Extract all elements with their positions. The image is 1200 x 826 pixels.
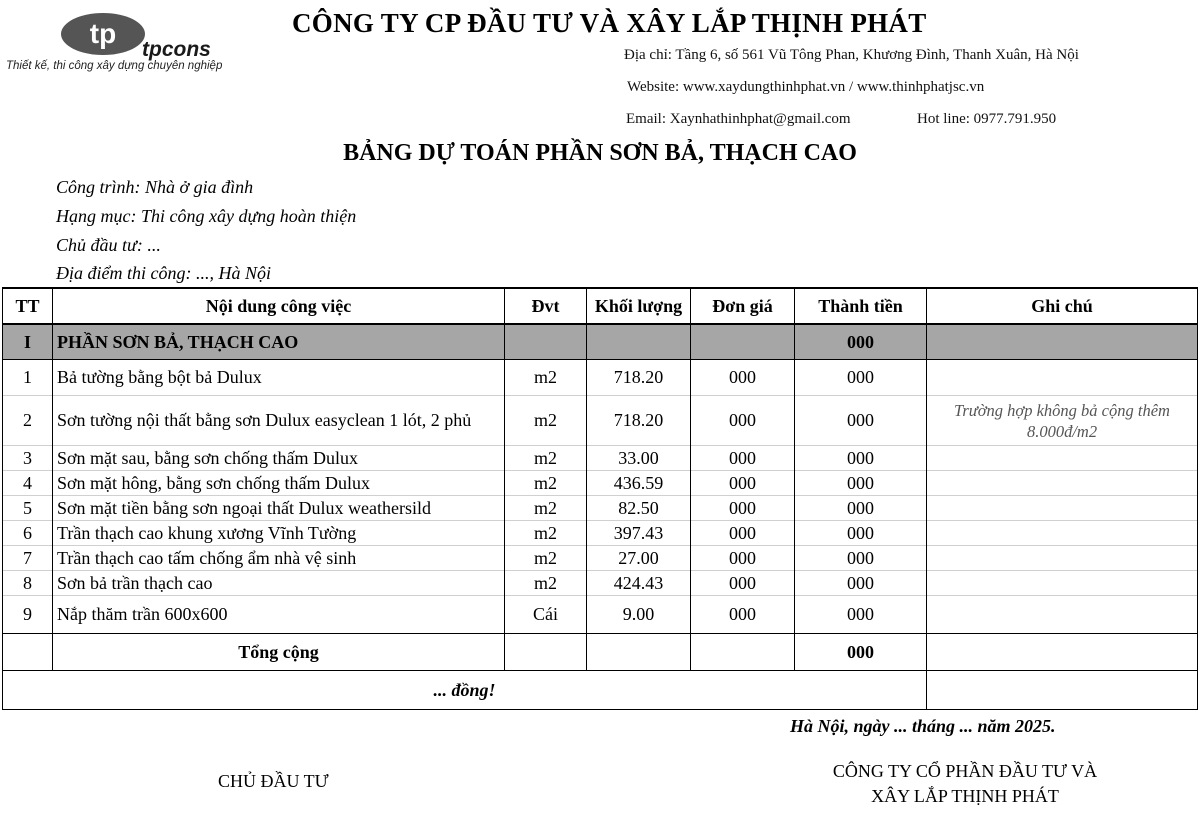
logo-mark-text: tp bbox=[89, 18, 117, 49]
company-email: Email: Xaynhathinhphat@gmail.com bbox=[626, 111, 851, 127]
row-price: 000 bbox=[691, 521, 795, 546]
total-note bbox=[927, 634, 1198, 671]
table-row bbox=[3, 596, 1198, 634]
row-note: Trường hợp không bả cộng thêm 8.000đ/m2 bbox=[927, 396, 1198, 446]
row-price: 000 bbox=[691, 396, 795, 446]
row-note bbox=[927, 571, 1198, 596]
total-row bbox=[3, 634, 1198, 671]
company-website: Website: www.xaydungthinhphat.vn / www.thinhphatjsc.vn bbox=[627, 79, 985, 95]
row-tt: 1 bbox=[3, 360, 53, 396]
header-amount: Thành tiền bbox=[795, 288, 927, 324]
section-qty bbox=[587, 324, 691, 360]
row-price: 000 bbox=[691, 546, 795, 571]
header-price: Đơn giá bbox=[691, 288, 795, 324]
row-qty: 9.00 bbox=[587, 596, 691, 634]
row-tt: 8 bbox=[3, 571, 53, 596]
row-price: 000 bbox=[691, 596, 795, 634]
company-signature-line1: CÔNG TY CỔ PHẦN ĐẦU TƯ VÀ bbox=[832, 761, 1098, 781]
total-unit bbox=[505, 634, 587, 671]
amount-in-words: ... đồng! bbox=[3, 671, 927, 710]
words-note bbox=[927, 671, 1198, 710]
row-unit: m2 bbox=[505, 571, 587, 596]
row-qty: 436.59 bbox=[587, 471, 691, 496]
row-tt: 5 bbox=[3, 496, 53, 521]
row-note bbox=[927, 360, 1198, 396]
row-tt: 7 bbox=[3, 546, 53, 571]
row-unit: m2 bbox=[505, 471, 587, 496]
header-note: Ghi chú bbox=[927, 288, 1198, 324]
total-tt bbox=[3, 634, 53, 671]
row-tt: 4 bbox=[3, 471, 53, 496]
row-content: Nắp thăm trần 600x600 bbox=[53, 596, 505, 634]
row-content: Sơn tường nội thất bằng sơn Dulux easyclean 1 lót, 2 phủ bbox=[53, 396, 505, 446]
table-row bbox=[3, 360, 1198, 396]
logo-tagline: Thiết kế, thi công xây dựng chuyên nghiệp bbox=[6, 60, 223, 72]
section-price bbox=[691, 324, 795, 360]
total-qty bbox=[587, 634, 691, 671]
row-note bbox=[927, 596, 1198, 634]
row-unit: m2 bbox=[505, 521, 587, 546]
owner-signature-label: CHỦ ĐẦU TƯ bbox=[218, 771, 329, 791]
row-content: Sơn mặt sau, bằng sơn chống thấm Dulux bbox=[53, 446, 505, 471]
row-qty: 397.43 bbox=[587, 521, 691, 546]
company-signature-label bbox=[800, 759, 1130, 809]
row-amount: 000 bbox=[795, 546, 927, 571]
total-amount: 000 bbox=[795, 634, 927, 671]
row-amount: 000 bbox=[795, 446, 927, 471]
row-note bbox=[927, 496, 1198, 521]
row-tt: 6 bbox=[3, 521, 53, 546]
row-note bbox=[927, 446, 1198, 471]
header-content: Nội dung công việc bbox=[53, 288, 505, 324]
row-unit: m2 bbox=[505, 446, 587, 471]
table-row bbox=[3, 521, 1198, 546]
logo-oval-mark bbox=[60, 12, 146, 56]
meta-location: Địa điểm thi công: ..., Hà Nội bbox=[56, 263, 271, 283]
row-qty: 27.00 bbox=[587, 546, 691, 571]
row-unit: m2 bbox=[505, 360, 587, 396]
row-unit: Cái bbox=[505, 596, 587, 634]
row-content: Sơn mặt tiền bằng sơn ngoại thất Dulux weathersild bbox=[53, 496, 505, 521]
header-qty: Khối lượng bbox=[587, 288, 691, 324]
row-price: 000 bbox=[691, 571, 795, 596]
section-name: PHẦN SƠN BẢ, THẠCH CAO bbox=[53, 324, 505, 360]
sign-date: Hà Nội, ngày ... tháng ... năm 2025. bbox=[790, 716, 1056, 736]
meta-project: Công trình: Nhà ở gia đình bbox=[56, 177, 254, 197]
meta-category: Hạng mục: Thi công xây dựng hoàn thiện bbox=[56, 206, 357, 226]
table-row bbox=[3, 546, 1198, 571]
row-content: Trần thạch cao tấm chống ẩm nhà vệ sinh bbox=[53, 546, 505, 571]
row-amount: 000 bbox=[795, 571, 927, 596]
row-amount: 000 bbox=[795, 496, 927, 521]
row-amount: 000 bbox=[795, 596, 927, 634]
company-hotline: Hot line: 0977.791.950 bbox=[917, 111, 1057, 127]
table-header-row bbox=[3, 288, 1198, 324]
meta-investor: Chủ đầu tư: ... bbox=[56, 235, 161, 255]
total-price bbox=[691, 634, 795, 671]
header-unit: Đvt bbox=[505, 288, 587, 324]
estimate-table bbox=[2, 287, 1198, 710]
table-row bbox=[3, 446, 1198, 471]
row-amount: 000 bbox=[795, 360, 927, 396]
row-amount: 000 bbox=[795, 521, 927, 546]
section-note bbox=[927, 324, 1198, 360]
logo-brand: tpcons bbox=[142, 38, 211, 61]
amount-in-words-row bbox=[3, 671, 1198, 710]
row-tt: 9 bbox=[3, 596, 53, 634]
section-amount: 000 bbox=[795, 324, 927, 360]
section-unit bbox=[505, 324, 587, 360]
row-price: 000 bbox=[691, 360, 795, 396]
row-price: 000 bbox=[691, 471, 795, 496]
row-unit: m2 bbox=[505, 496, 587, 521]
total-label: Tổng cộng bbox=[53, 634, 505, 671]
header-tt: TT bbox=[3, 288, 53, 324]
row-amount: 000 bbox=[795, 471, 927, 496]
row-content: Trần thạch cao khung xương Vĩnh Tường bbox=[53, 521, 505, 546]
row-unit: m2 bbox=[505, 546, 587, 571]
table-row bbox=[3, 571, 1198, 596]
company-address: Địa chỉ: Tầng 6, số 561 Vũ Tông Phan, Khương Đình, Thanh Xuân, Hà Nội bbox=[624, 47, 1079, 63]
row-qty: 718.20 bbox=[587, 360, 691, 396]
row-qty: 718.20 bbox=[587, 396, 691, 446]
row-qty: 424.43 bbox=[587, 571, 691, 596]
row-qty: 82.50 bbox=[587, 496, 691, 521]
company-name: CÔNG TY CP ĐẦU TƯ VÀ XÂY LẮP THỊNH PHÁT bbox=[292, 8, 927, 38]
row-note bbox=[927, 471, 1198, 496]
row-content: Sơn bả trần thạch cao bbox=[53, 571, 505, 596]
row-unit: m2 bbox=[505, 396, 587, 446]
table-row bbox=[3, 496, 1198, 521]
table-row bbox=[3, 396, 1198, 446]
row-tt: 2 bbox=[3, 396, 53, 446]
document-title: BẢNG DỰ TOÁN PHẦN SƠN BẢ, THẠCH CAO bbox=[343, 140, 857, 166]
section-row bbox=[3, 324, 1198, 360]
row-price: 000 bbox=[691, 446, 795, 471]
section-tt: I bbox=[3, 324, 53, 360]
row-content: Bả tường bằng bột bả Dulux bbox=[53, 360, 505, 396]
company-signature-line2: XÂY LẮP THỊNH PHÁT bbox=[871, 786, 1059, 806]
row-tt: 3 bbox=[3, 446, 53, 471]
row-content: Sơn mặt hông, bằng sơn chống thấm Dulux bbox=[53, 471, 505, 496]
company-logo bbox=[4, 10, 254, 80]
row-note bbox=[927, 546, 1198, 571]
row-note bbox=[927, 521, 1198, 546]
row-amount: 000 bbox=[795, 396, 927, 446]
row-qty: 33.00 bbox=[587, 446, 691, 471]
row-price: 000 bbox=[691, 496, 795, 521]
table-row bbox=[3, 471, 1198, 496]
